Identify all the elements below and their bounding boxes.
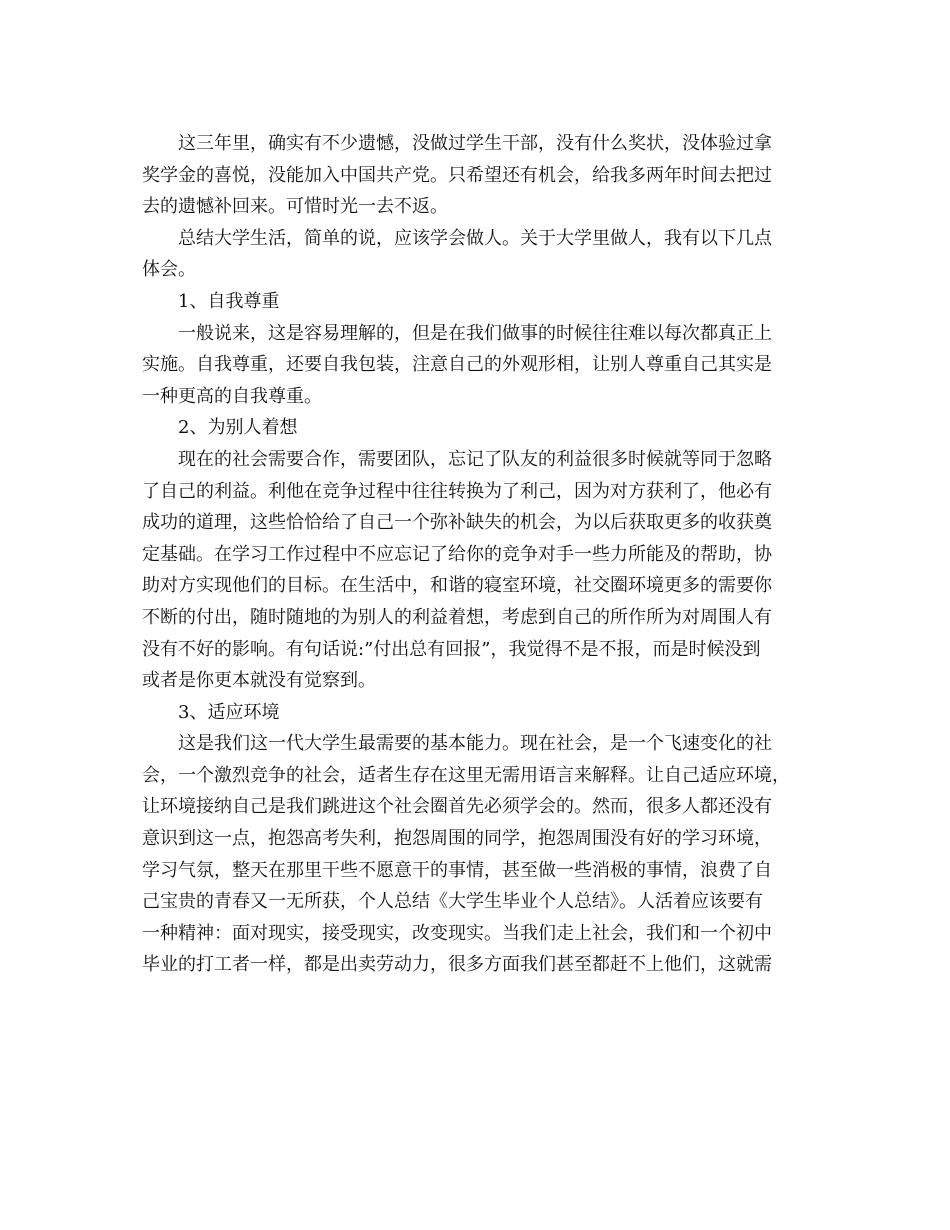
paragraph-consider-others: 现在的社会需要合作，需要团队，忘记了队友的利益很多时候就等同于忽略 了自己的利益。利他在竞争过程中往往转换为了利己，因为对方获利了，他必有 成功的道理，这些恰恰给了自己一个弥补缺失的机会，为以后获取更多的收获奠 定基础。在学习工作过程中不应忘记了给你的竞争对手一些力所能及的帮助，协 助对方实现他们的目标。在生活中，和谐的寝室环境，社交圈环境更多的需要你 不断的付出，随时随地的为别人的利益着想，考虑到自己的所作所为对周围人有 没有不好的影响。有句话说:”付出总有回报”，我觉得不是不报，而是时候没到 或者是你更本就没有觉察到。	[142, 448, 772, 692]
section-heading-consider-others: 2、为别人着想	[178, 417, 298, 439]
paragraph-summary-intro: 总结大学生活，简单的说，应该学会做人。关于大学里做人，我有以下几点 体会。	[142, 227, 772, 281]
paragraph-adapt-environment: 这是我们这一代大学生最需要的基本能力。现在社会，是一个飞速变化的社 会，一个激烈竞争的社会，适者生存在这里无需用语言来解释。让自己适应环境， 让环境接纳自己是我们跳进这个社会圈首先必须学会的。然而，很多人都还没有 意识到这一点，抱怨高考失利，抱怨周围的同学，抱怨周围没有好的学习环境， 学习气氛，整天在那里干些不愿意干的事情，甚至做一些消极的事情，浪费了自 己宝贵的青春又一无所获，个人总结《大学生毕业个人总结》。人活着应该要有 一种精神：面对现实，接受现实，改变现实。当我们走上社会，我们和一个初中 毕业的打工者一样，都是出卖劳动力，很多方面我们甚至都赶不上他们，这就需	[142, 733, 790, 976]
section-heading-adapt-environment: 3、适应环境	[178, 701, 280, 723]
section-heading-self-respect: 1、自我尊重	[178, 290, 280, 312]
paragraph-regrets: 这三年里，确实有不少遗憾，没做过学生干部，没有什么奖状，没体验过拿 奖学金的喜悦，没能加入中国共产党。只希望还有机会，给我多两年时间去把过 去的遗憾补回来。可惜时光一去不返。	[142, 133, 772, 218]
document-page	[142, 128, 805, 981]
paragraph-self-respect: 一般说来，这是容易理解的，但是在我们做事的时候往往难以每次都真正上 实施。自我尊重，还要自我包装，注意自己的外观形相，让别人尊重自己其实是 一种更高的自我尊重。	[142, 322, 772, 407]
